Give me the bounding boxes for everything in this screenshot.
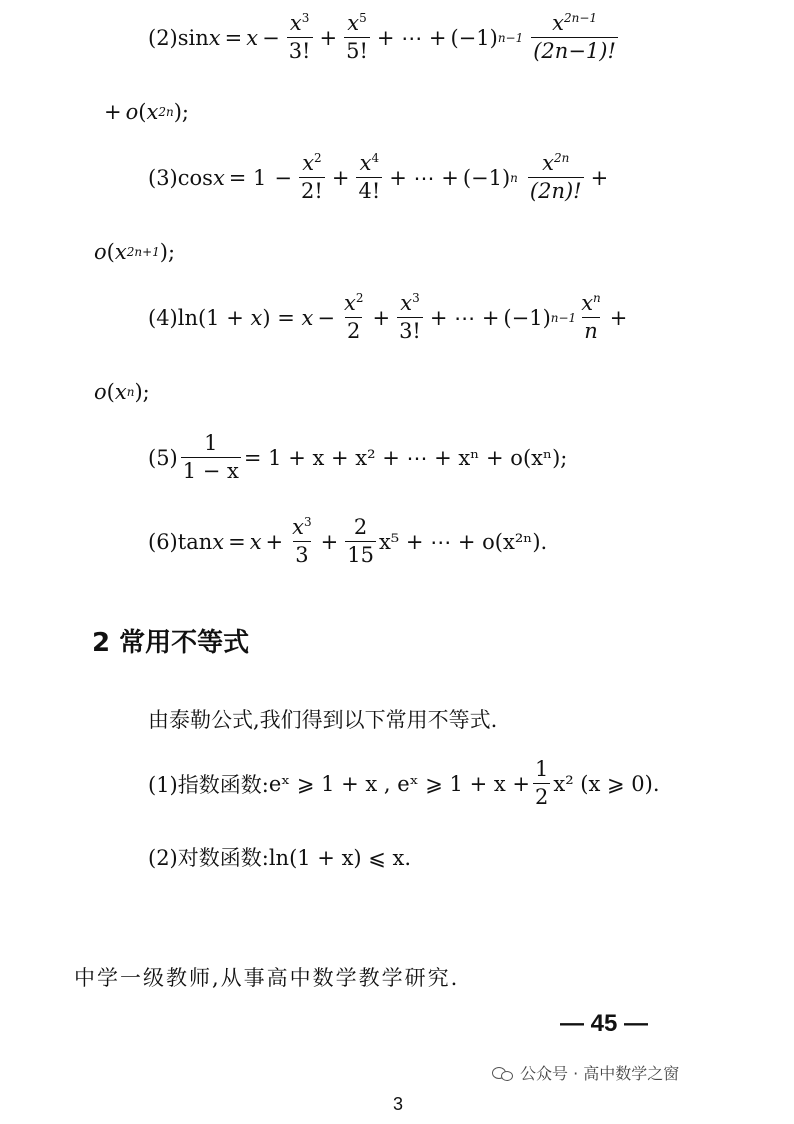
inequality-2: (2)对数函数:ln(1 + x) ⩽ x. [148,846,412,870]
formula-label: (4) [148,305,178,330]
section-heading [92,622,249,659]
fraction: $\frac{x^3}{3!}$ [288,11,311,64]
formula-label: (6) [148,529,178,554]
formula-3-line1: (3) cos x = 1 − $\frac{x^2}{2!}$ + $\frac{x^4}{4!}$ + ⋯ + (−1) n $\frac{x^{2n}}{(2n)!}$ + [148,151,609,204]
wechat-icon [492,1065,514,1081]
fraction: $\frac{x^5}{5!}$ [346,11,368,64]
fraction: $\frac{x^{2n}}{(2n)!}$ [529,151,582,204]
formula-3-line2: o ( x 2n+1 ); [94,240,176,264]
section-title: 常用不等式 [119,628,250,658]
formula-4-line2: o ( x n ); [94,380,150,404]
fraction: $\frac{x^{2n-1}}{(2n-1)!}$ [533,11,616,64]
fraction: $\frac{1}{2}$ [534,757,549,810]
fraction: $\frac{1}{1 - x}$ [182,431,239,484]
sheet-number: 3 [393,1094,404,1114]
formula-2-line2: + o ( x 2n ); [104,100,189,124]
page-number: — 45 — [560,1010,649,1037]
formula-6: (6) tan x = x + $\frac{x^3}{3}$ + $\frac{2}{15}$ x⁵ + ⋯ + o(x²ⁿ). [148,515,548,568]
fraction: $\frac{x^4}{4!}$ [358,151,381,204]
intro-paragraph: 由泰勒公式,我们得到以下常用不等式. [148,708,498,732]
inequality-1: (1)指数函数: eˣ ⩾ 1 + x , eˣ ⩾ 1 + x + $\frac{1}{2}$ x² (x ⩾ 0). [148,757,660,810]
section-number: 2 [92,628,111,658]
formula-4-line1: (4) ln(1 + x ) = x − $\frac{x^2}{2}$ + $\frac{x^3}{3!}$ + ⋯ + (−1) n−1 $\frac{x^n}{n}$ + [148,291,628,344]
formula-5: (5) $\frac{1}{1 - x}$ = 1 + x + x² + ⋯ + xⁿ + o(xⁿ); [148,431,568,484]
formula-label: (3) [148,165,178,190]
formula-2-line1: (2) sin x = x − $\frac{x^3}{3!}$ + $\frac{x^5}{5!}$ + ⋯ + (−1) n−1 $\frac{x^{2n-1}}{(2n-1)!}$ [148,11,616,64]
formula-label: (5) [148,445,178,470]
fraction: $\frac{2}{15}$ [347,515,374,568]
watermark-text: 公众号 · 高中数学之窗 [520,1064,680,1083]
watermark [492,1061,679,1084]
formula-label: (2) [148,25,178,50]
author-note: 中学一级教师,从事高中数学教学研究. [74,966,460,990]
fraction: $\frac{x^3}{3}$ [292,515,312,568]
fraction: $\frac{x^2}{2}$ [343,291,364,344]
fraction: $\frac{x^3}{3!}$ [399,291,421,344]
fraction: $\frac{x^n}{n}$ [581,291,601,344]
fraction: $\frac{x^2}{2!}$ [301,151,323,204]
